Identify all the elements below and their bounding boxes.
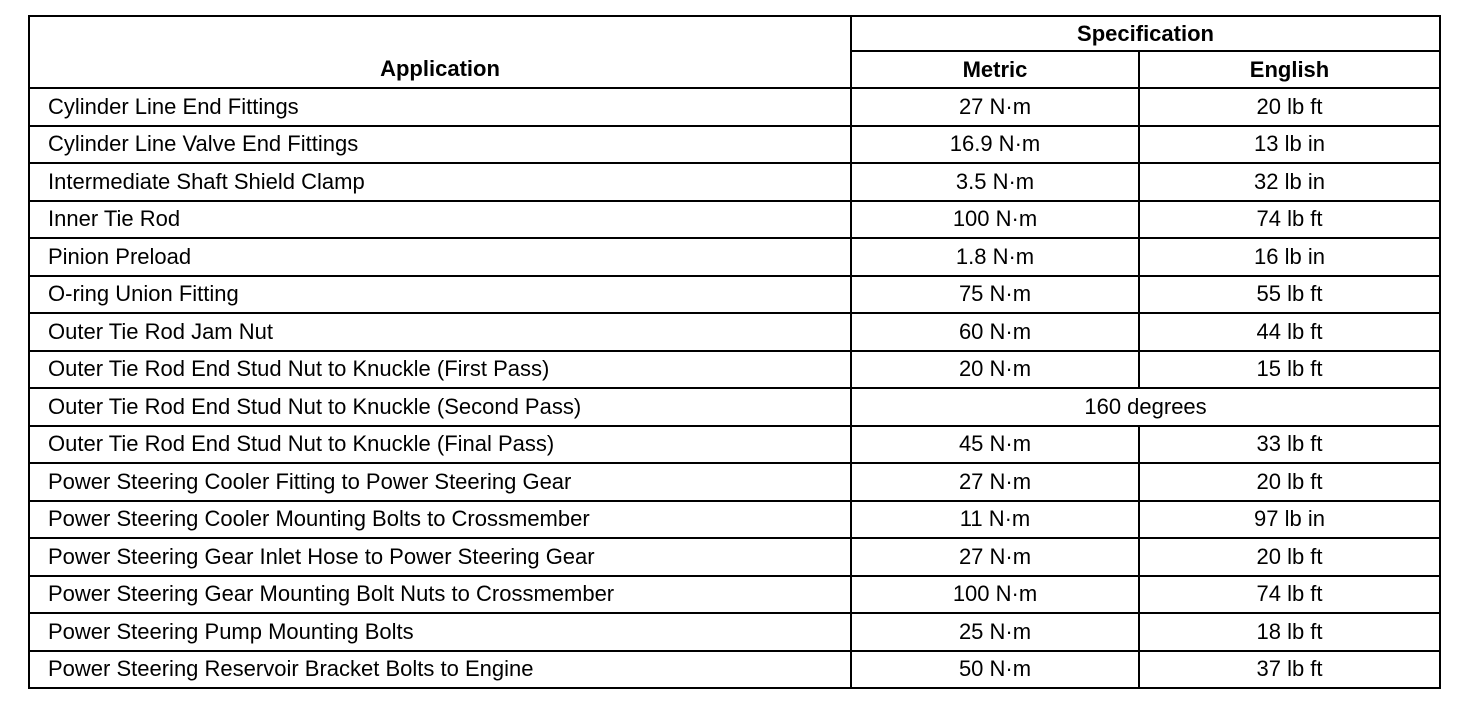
application-cell: Power Steering Cooler Mounting Bolts to Crossmember (29, 501, 851, 539)
application-cell: Outer Tie Rod End Stud Nut to Knuckle (Final Pass) (29, 426, 851, 464)
application-cell: Inner Tie Rod (29, 201, 851, 239)
table-row (29, 613, 1440, 651)
table-header (29, 16, 1440, 88)
torque-specification-table (28, 15, 1441, 689)
application-cell: O-ring Union Fitting (29, 276, 851, 314)
metric-value-cell: 60 N·m (851, 313, 1139, 351)
metric-value-cell: 1.8 N·m (851, 238, 1139, 276)
application-cell: Pinion Preload (29, 238, 851, 276)
application-cell: Power Steering Gear Mounting Bolt Nuts to Crossmember (29, 576, 851, 614)
english-value-cell: 20 lb ft (1139, 463, 1440, 501)
metric-value-cell: 27 N·m (851, 538, 1139, 576)
english-value-cell: 44 lb ft (1139, 313, 1440, 351)
english-value-cell: 37 lb ft (1139, 651, 1440, 689)
table-row (29, 276, 1440, 314)
header-row-top (29, 16, 1440, 51)
english-value-cell: 18 lb ft (1139, 613, 1440, 651)
english-value-cell: 20 lb ft (1139, 538, 1440, 576)
application-cell: Cylinder Line Valve End Fittings (29, 126, 851, 164)
application-cell: Power Steering Reservoir Bracket Bolts to Engine (29, 651, 851, 689)
metric-value-cell: 50 N·m (851, 651, 1139, 689)
metric-value-cell: 100 N·m (851, 576, 1139, 614)
english-value-cell: 74 lb ft (1139, 576, 1440, 614)
table-row (29, 163, 1440, 201)
english-column-header: English (1139, 51, 1440, 88)
english-value-cell: 15 lb ft (1139, 351, 1440, 389)
application-cell: Power Steering Cooler Fitting to Power Steering Gear (29, 463, 851, 501)
table-row (29, 351, 1440, 389)
english-value-cell: 32 lb in (1139, 163, 1440, 201)
metric-value-cell: 100 N·m (851, 201, 1139, 239)
table-body (29, 88, 1440, 688)
metric-value-cell: 16.9 N·m (851, 126, 1139, 164)
metric-value-cell: 25 N·m (851, 613, 1139, 651)
table-row (29, 463, 1440, 501)
application-cell: Cylinder Line End Fittings (29, 88, 851, 126)
metric-value-cell: 27 N·m (851, 463, 1139, 501)
metric-column-header: Metric (851, 51, 1139, 88)
table-row (29, 201, 1440, 239)
application-cell: Intermediate Shaft Shield Clamp (29, 163, 851, 201)
table-row (29, 576, 1440, 614)
english-value-cell: 97 lb in (1139, 501, 1440, 539)
table-row (29, 238, 1440, 276)
application-cell: Power Steering Gear Inlet Hose to Power Steering Gear (29, 538, 851, 576)
metric-value-cell: 20 N·m (851, 351, 1139, 389)
metric-value-cell: 45 N·m (851, 426, 1139, 464)
specification-column-header: Specification (851, 16, 1440, 51)
english-value-cell: 33 lb ft (1139, 426, 1440, 464)
table-row (29, 501, 1440, 539)
table-row (29, 313, 1440, 351)
application-cell: Outer Tie Rod End Stud Nut to Knuckle (Second Pass) (29, 388, 851, 426)
english-value-cell: 13 lb in (1139, 126, 1440, 164)
combined-specification-cell: 160 degrees (851, 388, 1440, 426)
english-value-cell: 55 lb ft (1139, 276, 1440, 314)
application-cell: Outer Tie Rod Jam Nut (29, 313, 851, 351)
metric-value-cell: 3.5 N·m (851, 163, 1139, 201)
application-cell: Outer Tie Rod End Stud Nut to Knuckle (First Pass) (29, 351, 851, 389)
metric-value-cell: 11 N·m (851, 501, 1139, 539)
table-row (29, 538, 1440, 576)
metric-value-cell: 27 N·m (851, 88, 1139, 126)
application-cell: Power Steering Pump Mounting Bolts (29, 613, 851, 651)
english-value-cell: 16 lb in (1139, 238, 1440, 276)
table-row (29, 88, 1440, 126)
metric-value-cell: 75 N·m (851, 276, 1139, 314)
english-value-cell: 20 lb ft (1139, 88, 1440, 126)
table-row (29, 126, 1440, 164)
table-row (29, 651, 1440, 689)
application-column-header: Application (29, 16, 851, 88)
table-row (29, 388, 1440, 426)
english-value-cell: 74 lb ft (1139, 201, 1440, 239)
table-row (29, 426, 1440, 464)
